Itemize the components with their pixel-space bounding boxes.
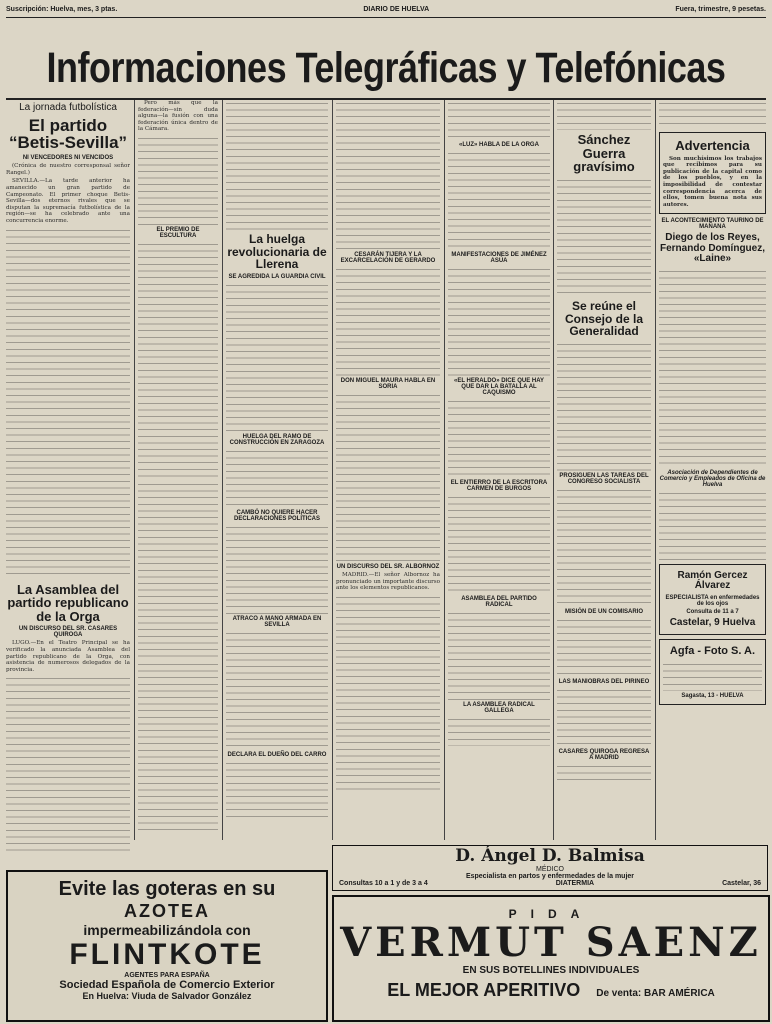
bullfighters-names: Diego de los Reyes, Fernando Domínguez, «Laine» bbox=[660, 232, 765, 265]
flintkote-line-5: Sociedad Española de Comercio Exterior bbox=[59, 979, 275, 991]
section-heading: LA ASAMBLEA RADICAL GALLEGA bbox=[463, 702, 535, 714]
article-text-block bbox=[226, 282, 328, 432]
column-divider bbox=[655, 100, 656, 840]
article-text-block bbox=[557, 763, 651, 783]
section-banner: Informaciones Telegráficas y Telefónicas bbox=[46, 43, 726, 92]
vermut-saenz-ad bbox=[332, 895, 770, 1022]
article-text-block bbox=[448, 494, 550, 594]
column-7 bbox=[659, 100, 766, 840]
section-heading: ATRACO A MANO ARMADA EN SEVILLA bbox=[232, 615, 322, 628]
vermut-line-4: De venta: BAR AMÉRICA bbox=[596, 988, 715, 999]
article-text-block bbox=[448, 100, 550, 140]
article-text-block bbox=[226, 448, 328, 508]
doctor-ad bbox=[659, 564, 766, 636]
column-divider bbox=[134, 100, 135, 840]
vermut-pre: PIDA bbox=[508, 907, 594, 921]
article-text-block bbox=[138, 481, 218, 661]
balmisa-ad bbox=[332, 845, 768, 891]
headline-huelga: La huelga revolucionaria de Llerena bbox=[227, 232, 327, 272]
newspaper-name: DIARIO DE HUELVA bbox=[363, 5, 430, 13]
advert-text: Son muchísimos los trabajos que recibimos para su publicación de la capital como de los pueblos, y en la imposibilidad de contestar correspondencia acerca de ellos, tomen buena nota sus autores. bbox=[663, 155, 762, 208]
column-4 bbox=[336, 100, 440, 840]
masthead bbox=[6, 2, 766, 16]
advert-title: Advertencia bbox=[675, 138, 750, 153]
subheadline: UN DISCURSO DEL SR. CASARES QUIROGA bbox=[18, 626, 118, 639]
section-heading: PROSIGUEN LAS TAREAS DEL CONGRESO SOCIALISTA bbox=[559, 472, 649, 485]
doctor-specialty: ESPECIALISTA en enfermedades de los ojos bbox=[665, 594, 760, 607]
section-heading: DECLARA EL DUEÑO DEL CARRO bbox=[227, 751, 327, 758]
doctor-hours: Consulta de 11 a 7 bbox=[686, 608, 739, 615]
vermut-brand: VERMUT SAENZ bbox=[340, 919, 762, 966]
section-heading: CESARÁN TIJERA Y LA EXCARCELACIÓN DE GERARDO bbox=[340, 252, 436, 264]
photo-shop-address: Sagasta, 13 - HUELVA bbox=[681, 692, 744, 699]
article-text-block bbox=[336, 594, 440, 794]
column-5 bbox=[448, 100, 550, 840]
article-text-block bbox=[226, 630, 328, 750]
vermut-line-3: EL MEJOR APERITIVO bbox=[387, 980, 581, 1000]
section-heading: MANIFESTACIONES DE JIMÉNEZ ASÚA bbox=[451, 252, 547, 264]
article-text-block bbox=[226, 760, 328, 820]
flintkote-line-2: AZOTEA bbox=[124, 901, 210, 921]
advert-notice-box bbox=[659, 132, 766, 214]
section-heading: EL PREMIO DE ESCULTURA bbox=[156, 226, 200, 239]
subheadline: SE AGREDIDA LA GUARDIA CIVIL bbox=[228, 273, 326, 280]
section-heading: HUELGA DEL RAMO DE CONSTRUCCIÓN EN ZARAGOZA bbox=[229, 433, 325, 446]
section-heading: MISIÓN DE UN COMISARIO bbox=[564, 608, 643, 615]
balmisa-hours: Consultas 10 a 1 y de 3 a 4 bbox=[339, 880, 428, 887]
article-text-block bbox=[138, 281, 218, 481]
article-text-block bbox=[557, 617, 651, 677]
headline-betis-sevilla: El partido “Betis-Sevilla” bbox=[8, 115, 128, 153]
intro-text: (Crónica de nuestro corresponsal señor Rangel.) bbox=[6, 163, 130, 176]
subscription-local: Suscripción: Huelva, mes, 3 ptas. bbox=[6, 5, 118, 13]
doctor-address: Castelar, 9 Huelva bbox=[669, 616, 756, 628]
column-divider bbox=[553, 100, 554, 840]
article-text-block bbox=[448, 610, 550, 700]
article-text-block bbox=[557, 487, 651, 607]
section-heading: CASARES QUIROGA REGRESA A MADRID bbox=[558, 748, 650, 761]
balmisa-specialty: Especialista en partos y enfermedades de la mujer bbox=[465, 873, 635, 880]
subheadline: NI VENCEDORES NI VENCIDOS bbox=[22, 155, 114, 162]
column-divider bbox=[222, 100, 223, 840]
article-text-block bbox=[448, 266, 550, 376]
article-text-block bbox=[557, 341, 651, 471]
column-6 bbox=[557, 100, 651, 840]
article-text-block bbox=[226, 524, 328, 614]
article-text-block bbox=[448, 398, 550, 478]
flintkote-line-1: Evite las goteras en su bbox=[58, 878, 276, 900]
column-2 bbox=[138, 100, 218, 865]
article-text-block bbox=[226, 100, 328, 230]
balmisa-title: MÉDICO bbox=[536, 866, 564, 873]
article-text: SEVILLA.—La tarde anterior ha amanecido un gran partido de Campeonato. El primer choque Betis-Sevilla—dos eternos rivales que se disputan la supremacía futbolística de la región—se ha celebrado ante una concurrencia enorme. bbox=[6, 178, 130, 224]
article-text: LUGO.—En el Teatro Principal se ha verificado la anunciada Asamblea del partido republicano de la Orga, con asistencia de numerosos delegados de la provincia. bbox=[6, 640, 130, 673]
section-heading: EL ACONTECIMIENTO TAURINO DE MAÑANA bbox=[661, 218, 764, 231]
article-text-block bbox=[557, 687, 651, 747]
headline-asamblea: La Asamblea del partido republicano de la Orga bbox=[7, 581, 129, 624]
article-text-block bbox=[336, 100, 440, 250]
balmisa-name: D. Ángel D. Balmisa bbox=[455, 846, 645, 866]
kicker: La jornada futbolística bbox=[19, 102, 117, 113]
article-text-block bbox=[138, 661, 218, 831]
masthead-rule bbox=[6, 17, 766, 18]
article-text-block bbox=[6, 227, 130, 577]
vermut-line-2: EN SUS BOTELLINES INDIVIDUALES bbox=[462, 965, 640, 976]
photo-shop-name: Agfa - Foto S. A. bbox=[669, 645, 756, 658]
article-text-block bbox=[336, 392, 440, 562]
balmisa-address: Castelar, 36 bbox=[722, 880, 761, 887]
article-text-block bbox=[448, 716, 550, 746]
section-heading: «EL HERALDO» DICE QUE HAY QUE DAR LA BATALLA AL CAQUISMO bbox=[453, 378, 545, 396]
article-text-block bbox=[448, 150, 550, 250]
article-text-block bbox=[659, 490, 766, 560]
ad-text-block bbox=[663, 661, 762, 691]
section-heading: DON MIGUEL MAURA HABLA EN SORIA bbox=[340, 378, 436, 390]
column-divider bbox=[332, 100, 333, 840]
article-text-block bbox=[6, 675, 130, 855]
column-3 bbox=[226, 100, 328, 865]
headline-generalidad: Se reúne el Consejo de la Generalidad bbox=[564, 298, 644, 339]
doctor-name: Ramón Gercez Álvarez bbox=[677, 569, 748, 592]
article-text-block bbox=[557, 100, 651, 130]
section-heading: EL ENTIERRO DE LA ESCRITORA CARMEN DE BURGOS bbox=[450, 480, 548, 492]
article-text: MADRID.—El señor Albornoz ha pronunciado un importante discurso ante los elementos republicanos. bbox=[336, 572, 440, 592]
section-heading: LAS MANIOBRAS DEL PIRINEO bbox=[558, 678, 650, 685]
flintkote-line-3: impermeabilizándola con bbox=[83, 922, 251, 938]
section-heading: UN DISCURSO DEL SR. ALBORNOZ bbox=[336, 564, 440, 570]
flintkote-line-6: En Huelva: Viuda de Salvador González bbox=[82, 991, 252, 1001]
column-divider bbox=[444, 100, 445, 840]
article-text-block bbox=[138, 241, 218, 281]
section-heading: «LUZ» HABLA DE LA ORGA bbox=[459, 142, 539, 148]
section-heading: ASAMBLEA DEL PARTIDO RADICAL bbox=[461, 596, 537, 608]
article-text-block bbox=[557, 177, 651, 297]
association-title: Asociación de Dependientes de Comercio y Empleados de Oficina de Huelva bbox=[659, 469, 766, 488]
photo-shop-ad bbox=[659, 639, 766, 705]
column-1 bbox=[6, 100, 130, 865]
flintkote-ad bbox=[6, 870, 328, 1022]
article-text-block bbox=[659, 268, 766, 468]
balmisa-therapy: DIATERMIA bbox=[555, 880, 595, 887]
subscription-outside: Fuera, trimestre, 9 pesetas. bbox=[675, 5, 766, 13]
section-heading: CAMBÓ NO QUIERE HACER DECLARACIONES POLÍTICAS bbox=[233, 509, 320, 522]
flintkote-line-4: AGENTES PARA ESPAÑA bbox=[124, 972, 210, 979]
article-text: Pero más que la federación—sin duda alguna—la fusión con una federación única dentro de la Cámara. bbox=[138, 100, 218, 133]
flintkote-brand: FLINTKOTE bbox=[69, 938, 265, 971]
article-text-block bbox=[336, 266, 440, 376]
article-text-block bbox=[659, 100, 766, 128]
article-text-block bbox=[138, 135, 218, 225]
headline-sanchez-guerra: Sánchez Guerra gravísimo bbox=[573, 132, 635, 175]
